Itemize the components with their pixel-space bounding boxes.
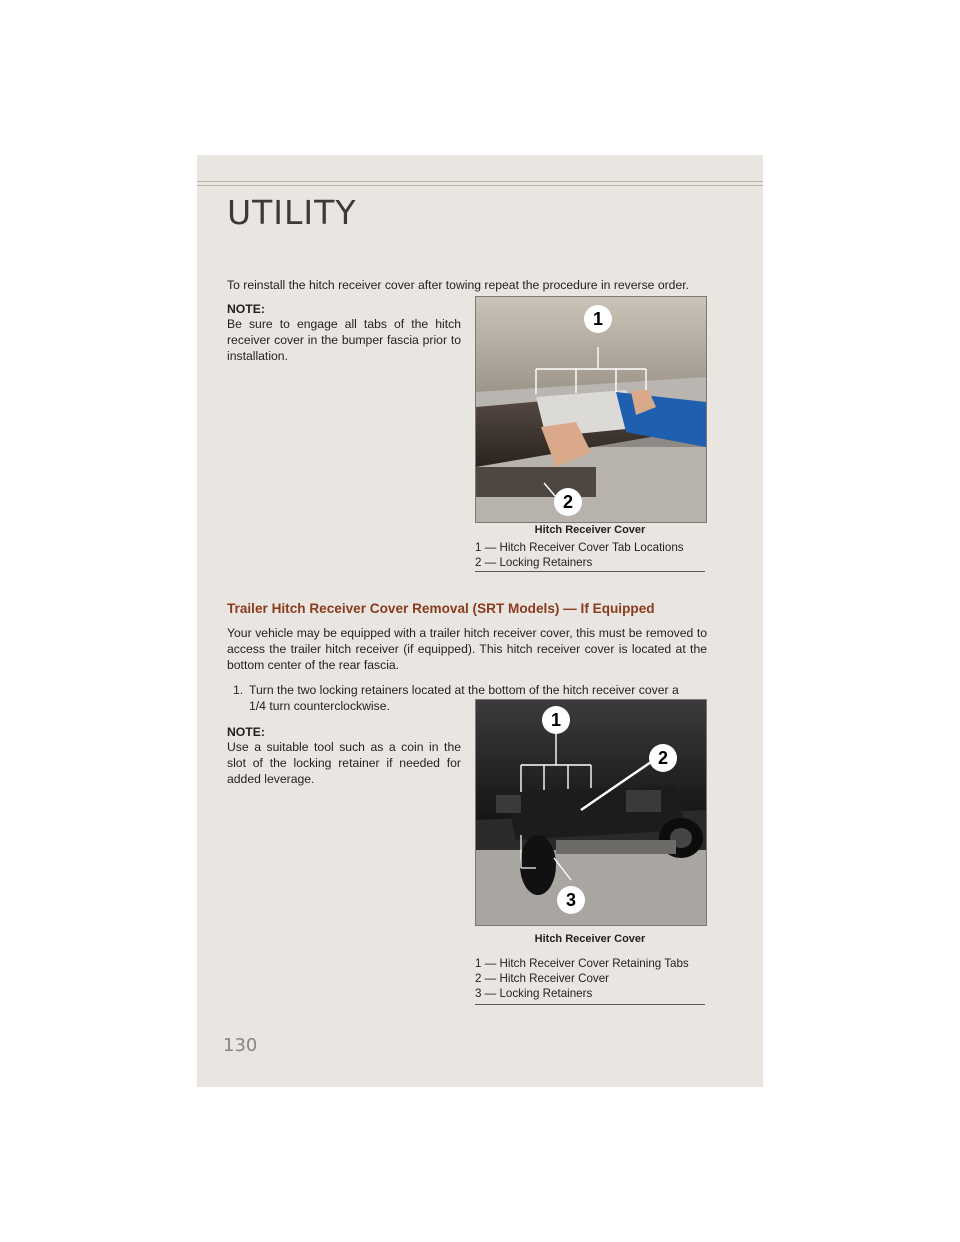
figure-2-caption: Hitch Receiver Cover xyxy=(534,933,646,945)
intro-text: To reinstall the hitch receiver cover after towing repeat the procedure in reverse order. xyxy=(227,278,690,292)
figure-2-legend-item: 1 — Hitch Receiver Cover Retaining Tabs xyxy=(475,957,689,970)
figure-1-caption: Hitch Receiver Cover xyxy=(534,524,646,536)
hitch-cover-install-illustration xyxy=(476,297,706,522)
svg-text:3: 3 xyxy=(565,890,577,910)
note-label: NOTE: xyxy=(227,725,265,739)
svg-text:2: 2 xyxy=(657,748,669,768)
svg-text:1: 1 xyxy=(550,710,562,730)
note-text: Use a suitable tool such as a coin in the slot of the locking retainer if needed for added leverage. xyxy=(227,740,461,786)
header-rule xyxy=(197,181,763,182)
figure-2-legend-item: 3 — Locking Retainers xyxy=(475,987,593,1000)
figure-1-legend-rule xyxy=(475,571,705,572)
section-heading: Trailer Hitch Receiver Cover Removal (SRT Models) — If Equipped xyxy=(227,601,655,616)
callout-2 xyxy=(554,488,582,516)
figure-1-legend-item: 2 — Locking Retainers xyxy=(475,556,593,569)
svg-text:1: 1 xyxy=(592,309,604,329)
step-text: Turn the two locking retainers located at the bottom of the hitch receiver cover a xyxy=(249,683,679,697)
figure-2-legend-rule xyxy=(475,1004,705,1005)
callout-1 xyxy=(542,706,570,734)
step-number: 1. xyxy=(233,683,244,697)
callout-2 xyxy=(649,744,677,772)
note-label: NOTE: xyxy=(227,302,265,316)
body-paragraph: Your vehicle may be equipped with a trailer hitch receiver cover, this must be removed to access the trailer hitch receiver (if equipped). This hitch receiver cover is located at the bottom center of the rear fascia. xyxy=(227,626,707,672)
callout-1 xyxy=(584,305,612,333)
manual-page xyxy=(197,155,763,1087)
header-rule-secondary xyxy=(197,185,763,186)
note-text: Be sure to engage all tabs of the hitch receiver cover in the bumper fascia prior to installation. xyxy=(227,317,461,363)
section-title: UTILITY xyxy=(227,193,357,232)
page-number: 130 xyxy=(223,1035,258,1056)
hitch-cover-install-photo xyxy=(475,296,707,523)
hitch-cover-srt-photo xyxy=(475,699,707,926)
figure-1-legend-item: 1 — Hitch Receiver Cover Tab Locations xyxy=(475,541,684,554)
step-text-continued: 1/4 turn counterclockwise. xyxy=(249,699,390,713)
svg-text:2: 2 xyxy=(562,492,574,512)
figure-2-legend-item: 2 — Hitch Receiver Cover xyxy=(475,972,610,985)
callout-3 xyxy=(557,886,585,914)
hitch-cover-srt-illustration xyxy=(476,700,706,925)
